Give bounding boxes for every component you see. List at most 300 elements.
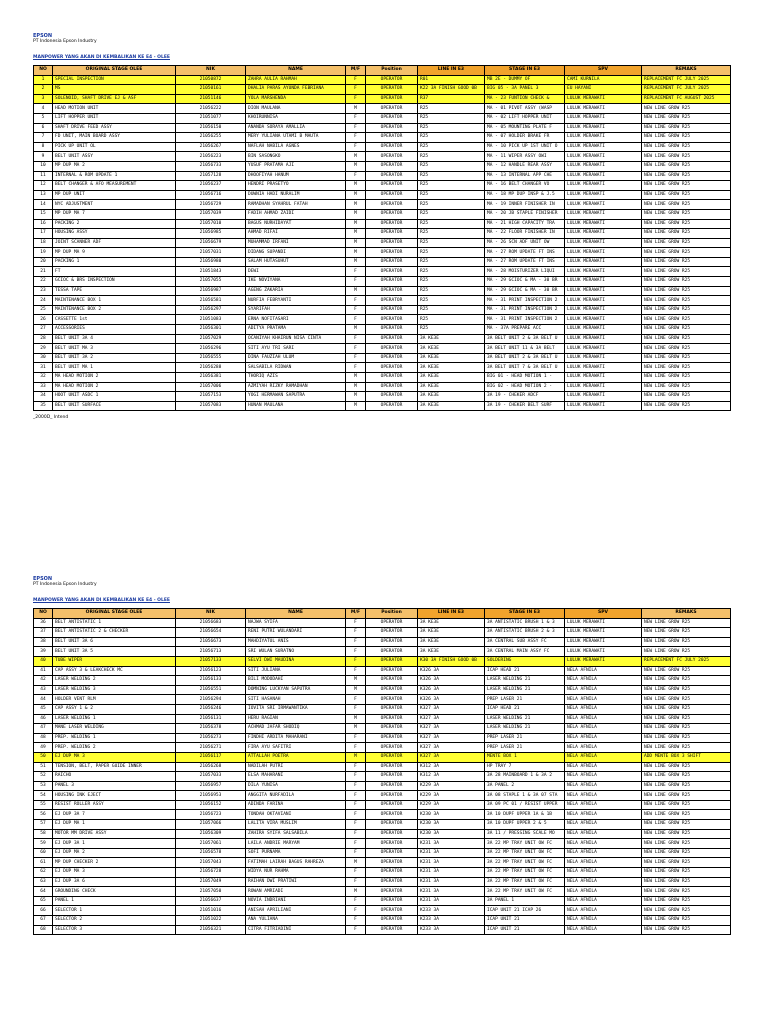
col-gender: M: [346, 200, 366, 210]
col-line-e3: 3A KE3E: [418, 637, 485, 647]
col-original-stage: RAICHO: [53, 772, 176, 782]
col-stage-e3: MENTE BOX 1: [485, 752, 565, 762]
col-line-e3: R37: [418, 94, 485, 104]
col-remarks: NEW LINE GROW R25: [642, 647, 731, 657]
col-spv: LULUK MERAWATI: [565, 257, 642, 267]
col-nik: 21056131: [176, 714, 246, 724]
col-nik: 21056654: [176, 628, 246, 638]
col-nik: 21056133: [176, 676, 246, 686]
col-spv: NELA AFNILA: [565, 916, 642, 926]
col-no: 13: [34, 190, 53, 200]
col-nik: 21057031: [176, 248, 246, 258]
col-name: HUNAN MAULANA: [246, 401, 346, 411]
col-gender: M: [346, 152, 366, 162]
col-gender: M: [346, 104, 366, 114]
sheet-subtitle: MANPOWER YANG AKAN DI KEMBALIKAN KE E4 - OLEE: [33, 55, 170, 60]
col-stage-e3: 3A 22 MP TRAY UNIT OW FC: [485, 848, 565, 858]
col-no: 19: [34, 248, 53, 258]
col-remarks: NEW LINE GROW R25: [642, 401, 731, 411]
col-stage-e3: 3A BELT UNIT 2 & 3A BELT U: [485, 353, 565, 363]
col-original-stage: CAP ASSY 3 & LEAKCHECK MC: [53, 666, 176, 676]
col-original-stage: LASER WELDING 1: [53, 714, 176, 724]
col-spv: LULUK MERAWATI: [565, 628, 642, 638]
company-name: PT Indonesia Epson Industry: [33, 582, 97, 587]
table-row: [34, 714, 731, 724]
col-gender: M: [346, 257, 366, 267]
col-nik: 21056152: [176, 800, 246, 810]
col-spv: LULUK MERAWATI: [565, 152, 642, 162]
col-gender: M: [346, 238, 366, 248]
col-no: 57: [34, 820, 53, 830]
col-no: 62: [34, 868, 53, 878]
col-no: 20: [34, 257, 53, 267]
col-nik: 21056713: [176, 647, 246, 657]
col-nik: 21056294: [176, 695, 246, 705]
header-col-name: NAME: [246, 609, 346, 619]
col-no: 42: [34, 676, 53, 686]
col-spv: LULUK MERAWATI: [565, 248, 642, 258]
col-line-e3: K326 3A: [418, 695, 485, 705]
col-position: OPERATOR: [366, 887, 418, 897]
col-position: OPERATOR: [366, 762, 418, 772]
col-stage-e3: MA - 29 GCIOC & MA - 30 BR: [485, 286, 565, 296]
col-line-e3: R25: [418, 296, 485, 306]
col-stage-e3: 3A BELT UNIT 7 & 3A BELT U: [485, 363, 565, 373]
col-spv: NELA AFNILA: [565, 848, 642, 858]
col-nik: 21051016: [176, 906, 246, 916]
col-spv: NELA AFNILA: [565, 733, 642, 743]
table-row: [34, 733, 731, 743]
col-line-e3: K30 3A FINISH GOOD 0B: [418, 656, 485, 666]
col-remarks: NEW LINE GROW R25: [642, 238, 731, 248]
col-nik: 21057050: [176, 887, 246, 897]
col-nik: 21057043: [176, 858, 246, 868]
col-name: ROWAN AMRIADI: [246, 887, 346, 897]
col-stage-e3: PREP LASER 21: [485, 695, 565, 705]
col-stage-e3: 3A BELT UNIT 2 & 3A BELT U: [485, 334, 565, 344]
col-original-stage: MANE LASER WELDING: [53, 724, 176, 734]
col-line-e3: R25: [418, 152, 485, 162]
col-nik: 21056957: [176, 781, 246, 791]
col-gender: F: [346, 344, 366, 354]
col-name: ANANDA SORAYA AMALLIA: [246, 123, 346, 133]
col-spv: LULUK MERAWATI: [565, 190, 642, 200]
col-nik: 21056555: [176, 353, 246, 363]
col-gender: F: [346, 848, 366, 858]
col-remarks: NEW LINE GROW R25: [642, 810, 731, 820]
col-name: DUWNIA HADI NURALIM: [246, 190, 346, 200]
col-name: KHOIRUNNISA: [246, 113, 346, 123]
col-name: MUHAMMAD IRFANI: [246, 238, 346, 248]
col-stage-e3: MA - 16 BELT CHANGER VO: [485, 181, 565, 191]
col-no: 64: [34, 887, 53, 897]
col-line-e3: R25: [418, 142, 485, 152]
col-line-e3: K231 3A: [418, 887, 485, 897]
col-remarks: NEW LINE GROW R25: [642, 618, 731, 628]
col-original-stage: SELECTOR 1: [53, 906, 176, 916]
col-remarks: NEW LINE GROW R25: [642, 382, 731, 392]
col-spv: LULUK MERAWATI: [565, 238, 642, 248]
table-body-1: [34, 75, 731, 411]
col-no: 67: [34, 916, 53, 926]
col-gender: F: [346, 637, 366, 647]
col-nik: 21050872: [176, 75, 246, 85]
col-gender: M: [346, 161, 366, 171]
col-name: NADILAH PUTRI: [246, 762, 346, 772]
col-original-stage: HOLDER VENT RLM: [53, 695, 176, 705]
header-col-position: Position: [366, 66, 418, 76]
header-col-stage-e3: STAGE IN E3: [485, 66, 565, 76]
col-stage-e3: MA - 19 INNER FINISHER IN: [485, 200, 565, 210]
col-name: NURFIA FEBRYANTI: [246, 296, 346, 306]
col-remarks: NEW LINE GROW R25: [642, 820, 731, 830]
col-nik: 21056683: [176, 618, 246, 628]
col-nik: 21051083: [176, 315, 246, 325]
header-col-remarks: REMAKS: [642, 66, 731, 76]
col-position: OPERATOR: [366, 75, 418, 85]
col-position: OPERATOR: [366, 248, 418, 258]
col-nik: 21056123: [176, 666, 246, 676]
col-gender: F: [346, 334, 366, 344]
col-name: FINDHI ARDITA MAHARANI: [246, 733, 346, 743]
col-spv: LULUK MERAWATI: [565, 161, 642, 171]
table-row: [34, 839, 731, 849]
col-name: ZAHRA AULIA RAHMAH: [246, 75, 346, 85]
col-original-stage: MP DUP MA 9: [53, 248, 176, 258]
table-row: [34, 161, 731, 171]
col-original-stage: BELT UNIT ASSY: [53, 152, 176, 162]
col-name: ADITYA PRATAMA: [246, 325, 346, 335]
table-row: [34, 238, 731, 248]
table-row: [34, 906, 731, 916]
col-spv: LULUK MERAWATI: [565, 181, 642, 191]
col-name: RAMADHAN SYAHRUL FATAH: [246, 200, 346, 210]
col-original-stage: BELT UNIT 3A 4: [53, 334, 176, 344]
col-remarks: NEW LINE GROW R25: [642, 373, 731, 383]
col-stage-e3: LASER WELDING 21: [485, 676, 565, 686]
header-col-no: NO: [34, 609, 53, 619]
col-original-stage: ACCESSORIES: [53, 325, 176, 335]
table-row: [34, 75, 731, 85]
col-nik: 21056987: [176, 286, 246, 296]
col-spv: LULUK MERAWATI: [565, 305, 642, 315]
col-remarks: NEW LINE GROW R25: [642, 800, 731, 810]
col-original-stage: NYC ADJUSTMENT: [53, 200, 176, 210]
col-name: LALITA VIRA MUSLIM: [246, 820, 346, 830]
col-nik: 21057083: [176, 401, 246, 411]
col-position: OPERATOR: [366, 209, 418, 219]
col-line-e3: 3A KE3E: [418, 647, 485, 657]
col-line-e3: R25: [418, 219, 485, 229]
col-spv: LULUK MERAWATI: [565, 618, 642, 628]
table-row: [34, 219, 731, 229]
table-row: [34, 85, 731, 95]
col-name: IOVITA SRI IRMAWANTIKA: [246, 704, 346, 714]
col-stage-e3: MA - 13 INTERNAL APP CHE: [485, 171, 565, 181]
col-no: 23: [34, 286, 53, 296]
col-original-stage: FT: [53, 267, 176, 277]
col-position: OPERATOR: [366, 334, 418, 344]
col-original-stage: MAINTENANCE BOX 2: [53, 305, 176, 315]
col-position: OPERATOR: [366, 772, 418, 782]
col-remarks: NEW LINE GROW R25: [642, 925, 731, 935]
col-remarks: NEW LINE GROW R25: [642, 229, 731, 239]
col-original-stage: CAP ASSY 1 & 2: [53, 704, 176, 714]
col-gender: F: [346, 896, 366, 906]
col-remarks: NEW LINE GROW R25: [642, 916, 731, 926]
col-original-stage: BELT UNIT SURFACE: [53, 401, 176, 411]
table-row: [34, 848, 731, 858]
col-remarks: NEW LINE GROW R25: [642, 305, 731, 315]
col-line-e3: R25: [418, 257, 485, 267]
col-position: OPERATOR: [366, 666, 418, 676]
col-name: OCANIYAH KHAIRUN NISA CINTA: [246, 334, 346, 344]
company-name: PT Indonesia Epson Industry: [33, 39, 97, 44]
col-no: 51: [34, 762, 53, 772]
col-remarks: NEW LINE GROW R25: [642, 714, 731, 724]
col-line-e3: 3A KE3E: [418, 373, 485, 383]
col-remarks: NEW LINE GROW R25: [642, 781, 731, 791]
col-gender: F: [346, 829, 366, 839]
col-nik: 21056378: [176, 724, 246, 734]
col-original-stage: LASER WELDING 2: [53, 676, 176, 686]
col-line-e3: 3A KE3E: [418, 628, 485, 638]
col-stage-e3: ICAP UNIT 21: [485, 916, 565, 926]
table-row: [34, 133, 731, 143]
col-no: 11: [34, 171, 53, 181]
col-gender: F: [346, 810, 366, 820]
col-spv: NELA AFNILA: [565, 695, 642, 705]
col-remarks: NEW LINE GROW R25: [642, 353, 731, 363]
col-no: 18: [34, 238, 53, 248]
col-line-e3: R25: [418, 305, 485, 315]
col-remarks: NEW LINE GROW R25: [642, 704, 731, 714]
col-stage-e3: 3A 10 DUPF UPPER 2 & 5: [485, 820, 565, 830]
col-name: DION MAULANA: [246, 104, 346, 114]
col-stage-e3: MA - 05 MOUNTING PLATE F: [485, 123, 565, 133]
col-remarks: NEW LINE GROW R25: [642, 142, 731, 152]
col-spv: LULUK MERAWATI: [565, 382, 642, 392]
col-remarks: NEW LINE GROW R25: [642, 733, 731, 743]
col-line-e3: K312 3A: [418, 762, 485, 772]
col-gender: F: [346, 839, 366, 849]
col-line-e3: R25: [418, 133, 485, 143]
col-line-e3: K327 3A: [418, 733, 485, 743]
col-line-e3: K327 3A: [418, 704, 485, 714]
col-no: 46: [34, 714, 53, 724]
col-line-e3: K327 3A: [418, 743, 485, 753]
col-position: OPERATOR: [366, 704, 418, 714]
col-nik: 21056267: [176, 142, 246, 152]
header-col-stage-e3: STAGE IN E3: [485, 609, 565, 619]
col-gender: F: [346, 363, 366, 373]
col-original-stage: EJ DUP MA 1: [53, 820, 176, 830]
col-line-e3: K231 3A: [418, 877, 485, 887]
table-row: [34, 296, 731, 306]
col-no: 48: [34, 733, 53, 743]
col-name: DIDANG SUPANDI: [246, 248, 346, 258]
table-row: [34, 925, 731, 935]
col-gender: M: [346, 219, 366, 229]
col-original-stage: CASSETTE 1st: [53, 315, 176, 325]
col-line-e3: 3A KE3E: [418, 353, 485, 363]
col-name: AGENG ZAKARIA: [246, 286, 346, 296]
col-original-stage: HOOT UNIT ASDC 1: [53, 392, 176, 402]
col-position: OPERATOR: [366, 296, 418, 306]
col-original-stage: BELT UNIT 3A 5: [53, 647, 176, 657]
col-no: 52: [34, 772, 53, 782]
col-gender: F: [346, 733, 366, 743]
col-nik: 21056321: [176, 925, 246, 935]
col-original-stage: LIFT HOPPER UNIT: [53, 113, 176, 123]
col-line-e3: K233 3A: [418, 925, 485, 935]
col-line-e3: R01: [418, 75, 485, 85]
col-no: 22: [34, 277, 53, 287]
col-remarks: NEW LINE GROW R25: [642, 791, 731, 801]
col-spv: LULUK MERAWATI: [565, 363, 642, 373]
col-original-stage: EJ DUP 3A 1: [53, 839, 176, 849]
col-original-stage: JOINT SCANNER ADF: [53, 238, 176, 248]
col-position: OPERATOR: [366, 628, 418, 638]
col-line-e3: R25: [418, 200, 485, 210]
col-name: DOMNING LUCKYAN SAPUTRA: [246, 685, 346, 695]
col-spv: LULUK MERAWATI: [565, 113, 642, 123]
col-position: OPERATOR: [366, 315, 418, 325]
col-no: 68: [34, 925, 53, 935]
col-stage-e3: BIG 02 - HEAD MOTION 2 -: [485, 382, 565, 392]
col-original-stage: BELT CHANGER & AFO MEASUREMENT: [53, 181, 176, 191]
col-gender: M: [346, 248, 366, 258]
col-line-e3: 3A KE3E: [418, 334, 485, 344]
col-stage-e3: 3A 22 MP TRAY UNIT OW FC: [485, 839, 565, 849]
col-line-e3: 3A KE3E: [418, 382, 485, 392]
col-name: ANA YULIANA: [246, 916, 346, 926]
col-remarks: NEW LINE GROW R25: [642, 133, 731, 143]
col-nik: 21056679: [176, 238, 246, 248]
col-remarks: NEW LINE GROW R25: [642, 695, 731, 705]
col-spv: NELA AFNILA: [565, 724, 642, 734]
col-stage-e3: LASER WELDING 21: [485, 724, 565, 734]
col-stage-e3: MA - 21 HIGH CAPACITY TRA: [485, 219, 565, 229]
header-col-line-e3: LINE IN E3: [418, 66, 485, 76]
col-nik: 21056723: [176, 810, 246, 820]
col-line-e3: R25: [418, 161, 485, 171]
col-name: ANISAH APRILIANI: [246, 906, 346, 916]
col-line-e3: R25: [418, 104, 485, 114]
col-no: 10: [34, 161, 53, 171]
col-no: 49: [34, 743, 53, 753]
col-remarks: NEW LINE GROW R25: [642, 286, 731, 296]
table-row: [34, 248, 731, 258]
col-line-e3: K327 3A: [418, 752, 485, 762]
col-remarks: NEW LINE GROW R25: [642, 363, 731, 373]
col-position: OPERATOR: [366, 363, 418, 373]
col-nik: 21056673: [176, 637, 246, 647]
col-position: OPERATOR: [366, 685, 418, 695]
col-stage-e3: MA - 02 LIFT HOPPER UNIT: [485, 113, 565, 123]
col-stage-e3: MA - 07 HOLDER BRAKE FR: [485, 133, 565, 143]
col-remarks: NEW LINE GROW R25: [642, 762, 731, 772]
col-spv: NELA AFNILA: [565, 752, 642, 762]
col-original-stage: BELT ANTISTATIC 1: [53, 618, 176, 628]
col-original-stage: MP DUP UNIT: [53, 190, 176, 200]
col-position: OPERATOR: [366, 161, 418, 171]
col-no: 1: [34, 75, 53, 85]
col-name: IKE NOVIYANA: [246, 277, 346, 287]
table-row: [34, 791, 731, 801]
table-row: [34, 916, 731, 926]
col-line-e3: K233 3A: [418, 916, 485, 926]
col-no: 50: [34, 752, 53, 762]
col-stage-e3: 3A 22 MP TRAY UNIT OW FC: [485, 887, 565, 897]
col-spv: NELA AFNILA: [565, 714, 642, 724]
col-position: OPERATOR: [366, 85, 418, 95]
col-nik: 21056551: [176, 685, 246, 695]
col-nik: 21056288: [176, 363, 246, 373]
col-gender: F: [346, 94, 366, 104]
col-gender: M: [346, 724, 366, 734]
col-line-e3: K312 3A: [418, 772, 485, 782]
col-remarks: NEW LINE GROW R25: [642, 209, 731, 219]
col-name: ATTALLAH POETRA: [246, 752, 346, 762]
col-name: SITI JULIANA: [246, 666, 346, 676]
col-nik: 21057055: [176, 277, 246, 287]
col-no: 29: [34, 344, 53, 354]
col-nik: 21056271: [176, 743, 246, 753]
col-no: 63: [34, 877, 53, 887]
col-remarks: NEW LINE GROW R25: [642, 772, 731, 782]
col-stage-e3: ICAP HEAD 21: [485, 666, 565, 676]
col-name: MAHDIYATUL ANIS: [246, 637, 346, 647]
col-position: OPERATOR: [366, 714, 418, 724]
table-row: [34, 637, 731, 647]
col-line-e3: 3A KE3E: [418, 401, 485, 411]
col-stage-e3: ICAP UNIT 21 ICAP 26: [485, 906, 565, 916]
col-remarks: NEW LINE GROW R25: [642, 171, 731, 181]
col-remarks: NEW LINE GROW R25: [642, 152, 731, 162]
col-original-stage: LASER WELDING 3: [53, 685, 176, 695]
col-original-stage: PICK UP UNIT OL: [53, 142, 176, 152]
col-no: 33: [34, 382, 53, 392]
header-col-line-e3: LINE IN E3: [418, 609, 485, 619]
col-no: 36: [34, 618, 53, 628]
col-spv: NELA AFNILA: [565, 839, 642, 849]
header-col-remarks: REMAKS: [642, 609, 731, 619]
col-original-stage: SELECTOR 3: [53, 925, 176, 935]
col-name: RENI PUTRI WULANDARI: [246, 628, 346, 638]
col-nik: 21056581: [176, 296, 246, 306]
col-no: 14: [34, 200, 53, 210]
col-remarks: NEW LINE GROW R25: [642, 123, 731, 133]
col-nik: 21056297: [176, 305, 246, 315]
table-row: [34, 810, 731, 820]
col-line-e3: R25: [418, 171, 485, 181]
col-no: 30: [34, 353, 53, 363]
col-gender: F: [346, 781, 366, 791]
header-row: [34, 609, 731, 619]
col-stage-e3: MA - 37A PREPARE ACC: [485, 325, 565, 335]
col-stage-e3: MA - 11 WIPER ASSY OWI: [485, 152, 565, 162]
col-spv: NELA AFNILA: [565, 868, 642, 878]
col-position: OPERATOR: [366, 647, 418, 657]
table-row: [34, 401, 731, 411]
col-no: 3: [34, 94, 53, 104]
col-gender: F: [346, 133, 366, 143]
col-position: OPERATOR: [366, 190, 418, 200]
col-remarks: NEW LINE GROW R25: [642, 200, 731, 210]
col-no: 27: [34, 325, 53, 335]
col-gender: F: [346, 868, 366, 878]
